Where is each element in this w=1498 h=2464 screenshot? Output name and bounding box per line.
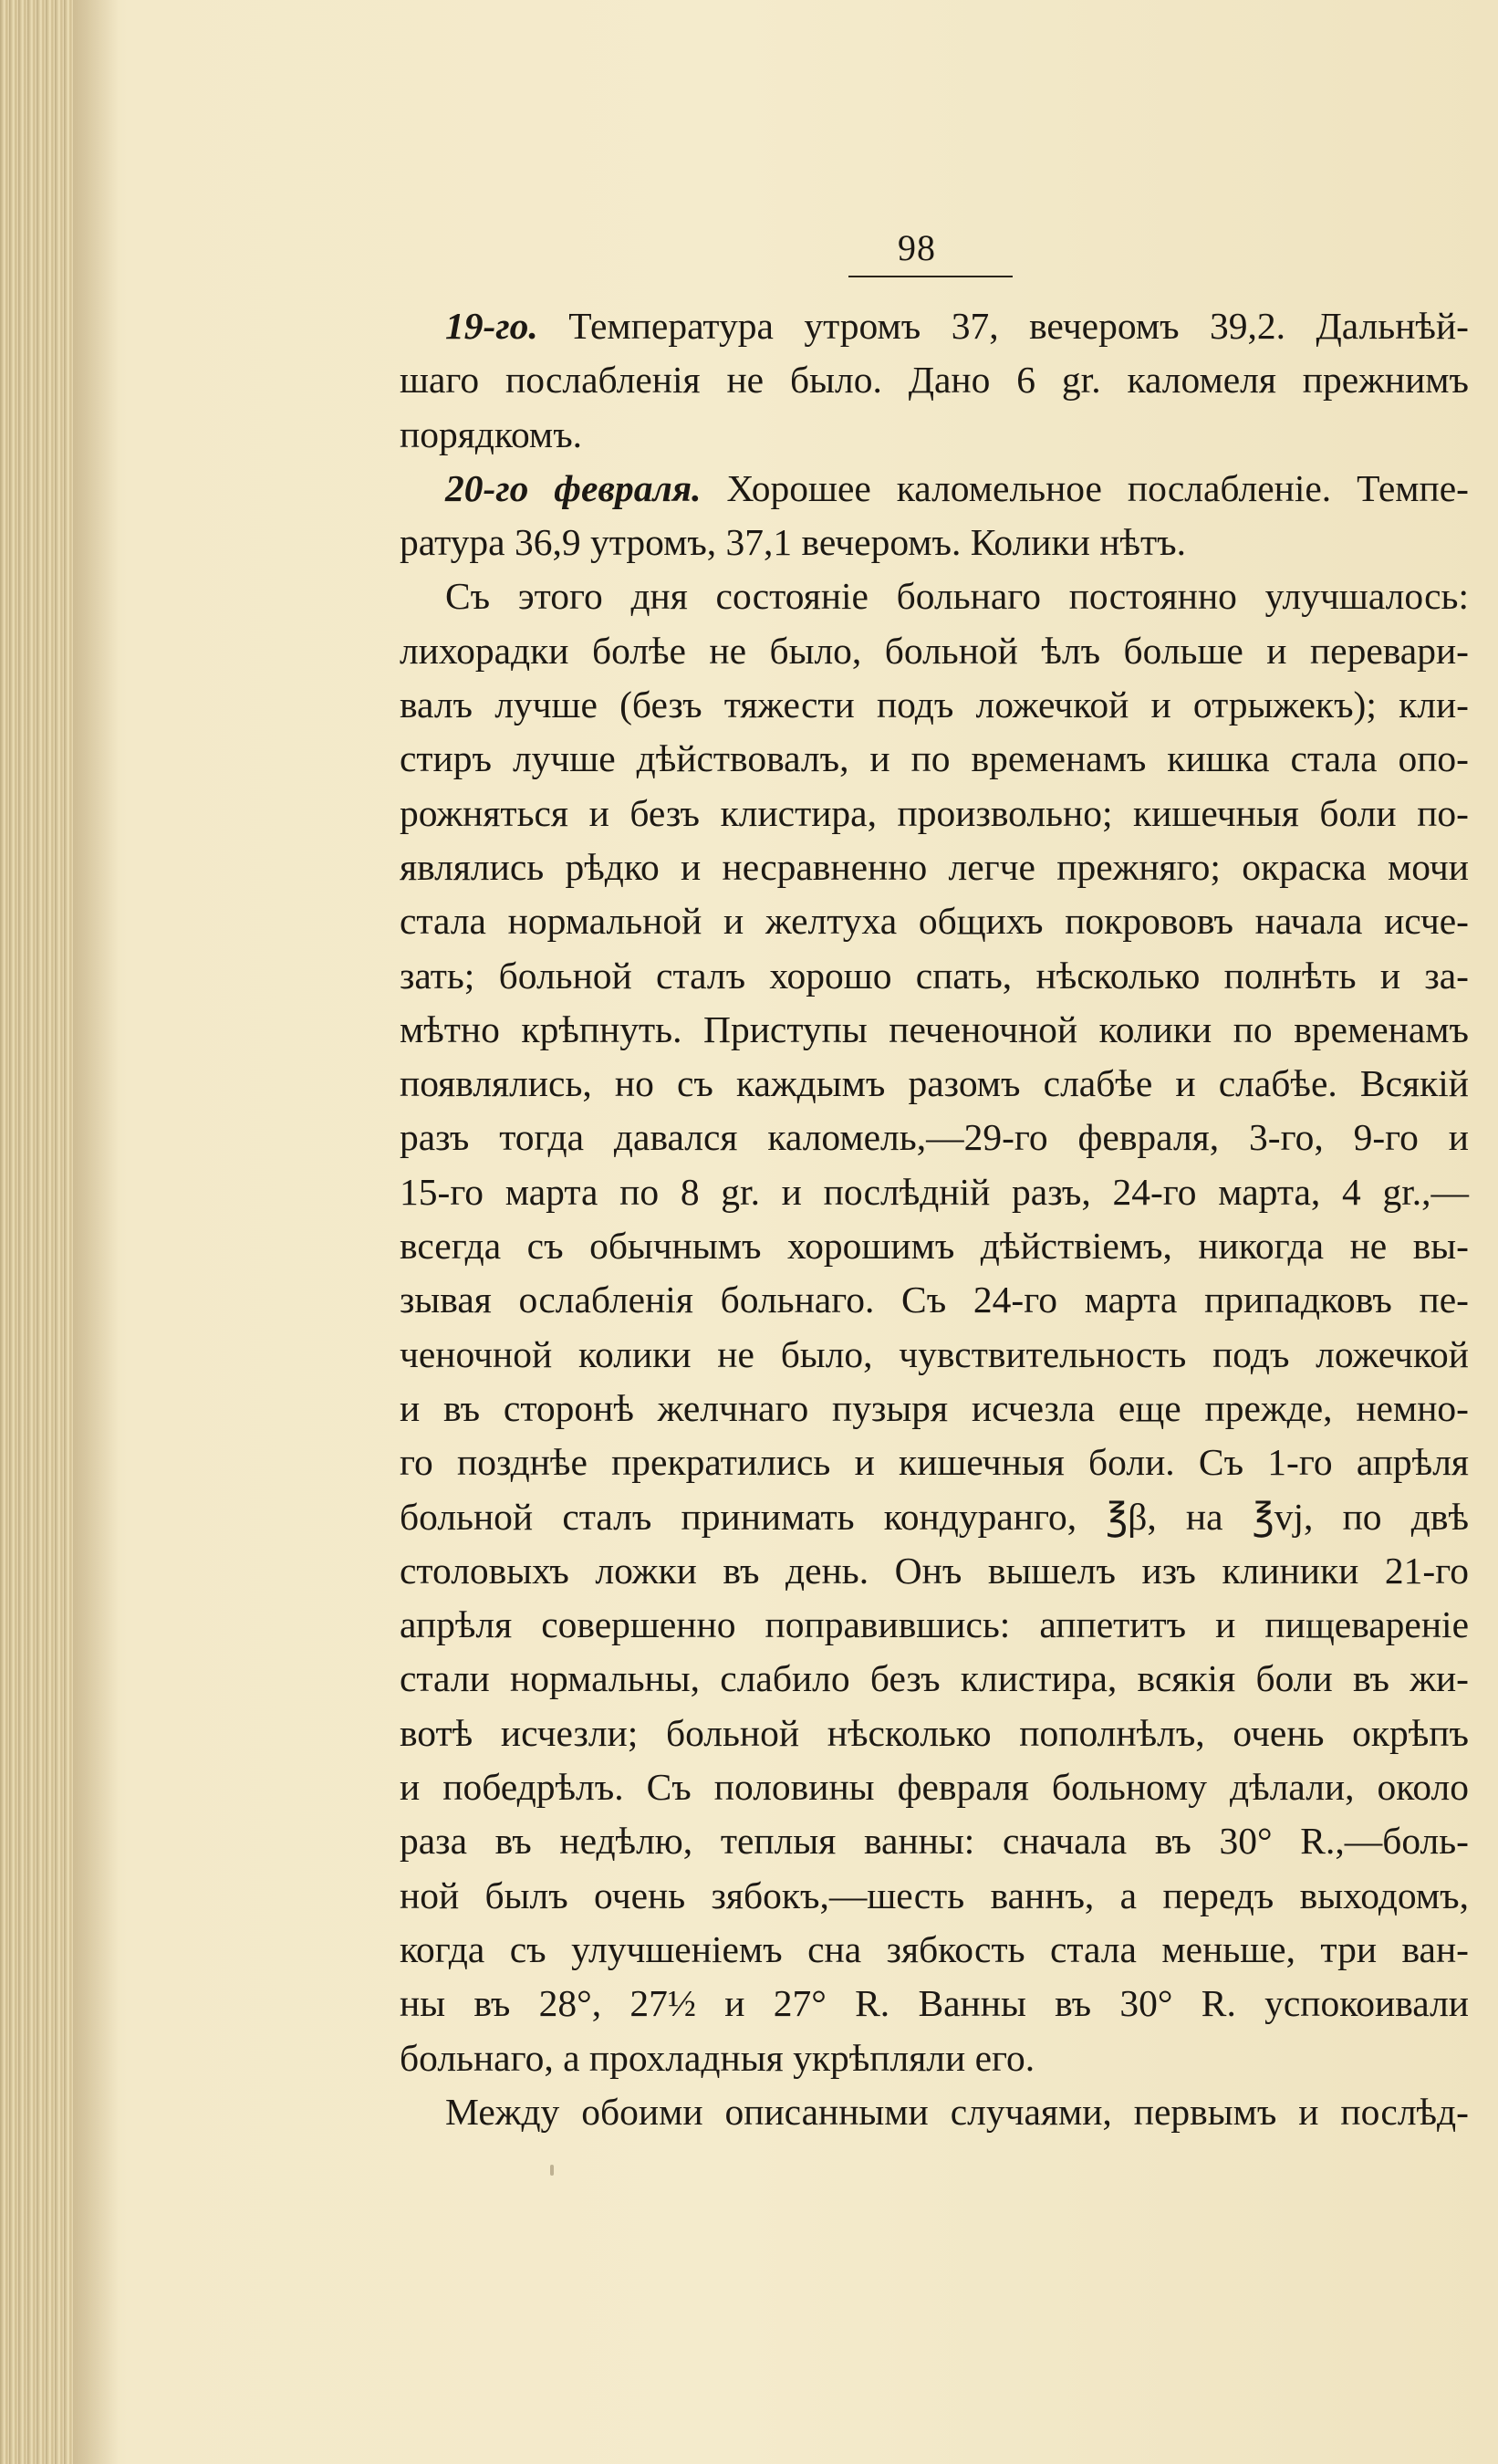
paper-speck (550, 2165, 554, 2176)
text-line: больнаго, а прохладныя укрѣпляли его. (400, 2036, 1035, 2079)
text-line: стала нормальной и желтуха общихъ покрововъ начала исче- (400, 900, 1469, 943)
text-line: столовыхъ ложки въ день. Онъ вышелъ изъ клиники 21-го (400, 1549, 1469, 1592)
text-line: порядкомъ. (400, 412, 583, 455)
text-line: вотѣ исчезли; больной нѣсколько пополнѣлъ, очень окрѣпъ (400, 1711, 1469, 1754)
text-line: 19-го. Температура утромъ 37, вечеромъ 39,2. Дальнѣй- (445, 305, 1469, 347)
text-line: Между обоими описанными случаями, первымъ и послѣд- (445, 2090, 1469, 2133)
text-line: зывая ослабленія больнаго. Съ 24-го марта припадковъ пе- (400, 1279, 1469, 1321)
text-line: ратура 36,9 утромъ, 37,1 вечеромъ. Колики нѣтъ. (400, 521, 1186, 564)
text-line: зать; больной сталъ хорошо спать, нѣсколько полнѣть и за- (400, 954, 1469, 997)
text-line: когда съ улучшеніемъ сна зябкость стала меньше, три ван- (400, 1927, 1469, 1970)
book-binding-edge (0, 0, 73, 2464)
entry-date: 20-го февраля. (445, 466, 702, 509)
text-line: го позднѣе прекратились и кишечныя боли. Съ 1-го апрѣля (400, 1441, 1469, 1484)
page-number-block (821, 226, 1013, 270)
text-line: Съ этого дня состояніе больнаго постоянно улучшалось: (445, 575, 1469, 618)
text-line: раза въ недѣлю, теплыя ванны: сначала въ 30° R.,—боль- (400, 1820, 1469, 1863)
text-line: больной сталъ принимать кондуранго, ℥β, на ℥vj, по двѣ (400, 1495, 1469, 1538)
text-line: стали нормальны, слабило безъ клистира, всякія боли въ жи- (400, 1657, 1469, 1700)
entry-date: 19-го. (445, 305, 538, 347)
text-line: ной былъ очень зябокъ,—шесть ваннъ, а передъ выходомъ, (400, 1874, 1469, 1916)
text-line: ны въ 28°, 27½ и 27° R. Ванны въ 30° R. успокоивали (400, 1982, 1469, 2025)
body-text (400, 299, 1469, 2139)
text-line: разъ тогда давался каломель,—29-го февраля, 3-го, 9-го и (400, 1116, 1469, 1159)
text-line: ченочной колики не было, чувствительность подъ ложечкой (400, 1332, 1469, 1375)
text-line: рожняться и безъ клистира, произвольно; кишечныя боли по- (400, 791, 1469, 834)
text-line: стиръ лучше дѣйствовалъ, и по временамъ кишка стала опо- (400, 737, 1469, 780)
text-line: всегда съ обычнымъ хорошимъ дѣйствіемъ, никогда не вы- (400, 1225, 1469, 1268)
text-line: и победрѣлъ. Съ половины февраля больному дѣлали, около (400, 1766, 1469, 1809)
binding-shadow (73, 0, 119, 2464)
text-line: и въ сторонѣ желчнаго пузыря исчезла еще прежде, немно- (400, 1386, 1469, 1429)
text-line: валъ лучше (безъ тяжести подъ ложечкой и отрыжекъ); кли- (400, 684, 1469, 726)
text-line: появлялись, но съ каждымъ разомъ слабѣе и слабѣе. Всякій (400, 1062, 1469, 1105)
page-number: 98 (898, 227, 936, 268)
text-line: мѣтно крѣпнуть. Приступы печеночной колики по временамъ (400, 1008, 1469, 1050)
text-line: лихорадки болѣе не было, больной ѣлъ больше и перевари- (400, 629, 1469, 672)
text-line: апрѣля совершенно поправившись: аппетитъ и пищевареніе (400, 1603, 1469, 1646)
text-line: 20-го февраля. Хорошее каломельное послабленіе. Темпе- (445, 466, 1469, 509)
text-line: 15-го марта по 8 gr. и послѣдній разъ, 24-го марта, 4 gr.,— (400, 1170, 1469, 1213)
text-line: являлись рѣдко и несравненно легче прежняго; окраска мочи (400, 845, 1469, 888)
text-line: шаго послабленія не было. Дано 6 gr. каломеля прежнимъ (400, 359, 1469, 402)
page-number-rule (848, 276, 1013, 277)
